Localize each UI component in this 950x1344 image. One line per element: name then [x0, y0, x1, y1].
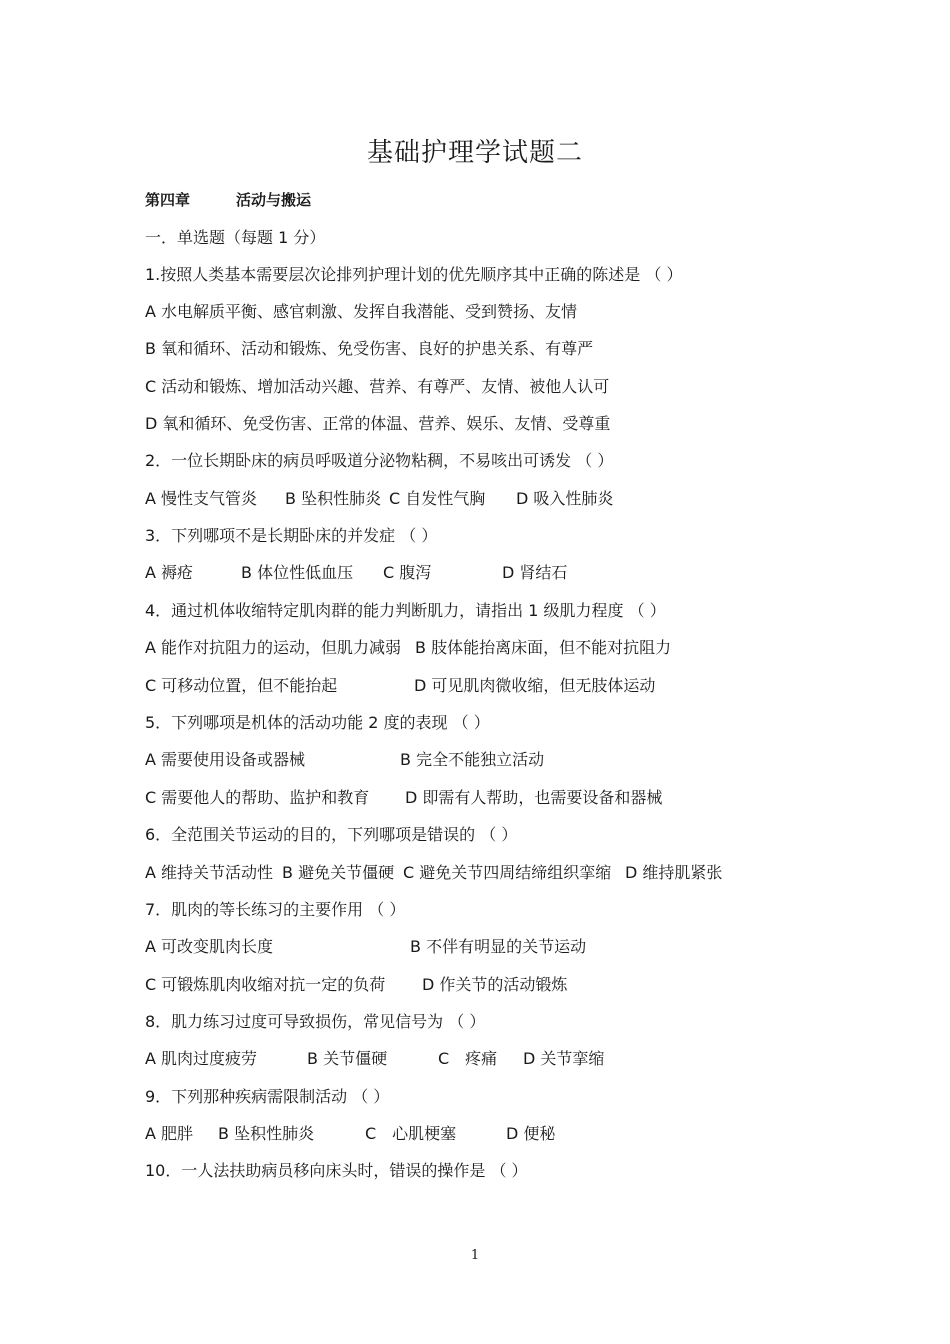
question-5-option-a: A 需要使用设备或器械: [145, 750, 306, 769]
question-3-options: [145, 563, 567, 583]
chapter-heading: [145, 190, 311, 210]
question-1-option-c: C 活动和锻炼、增加活动兴趣、营养、有尊严、友情、被他人认可: [145, 377, 610, 396]
question-2-option-b: B 坠积性肺炎: [285, 489, 382, 508]
question-1: 1.按照人类基本需要层次论排列护理计划的优先顺序其中正确的陈述是 （ ）: [145, 265, 683, 284]
section-heading: 一．单选题（每题 1 分）: [145, 228, 326, 247]
question-2-options: [145, 489, 613, 509]
question-5-options-row1: [145, 750, 544, 770]
question-3-option-b: B 体位性低血压: [241, 563, 354, 582]
question-2-option-a: A 慢性支气管炎: [145, 489, 258, 508]
question-6-option-b: B 避免关节僵硬: [282, 863, 395, 882]
question-8-options: [145, 1049, 604, 1069]
question-3-option-a: A 褥疮: [145, 563, 194, 582]
question-9-option-a: A 肥胖: [145, 1124, 194, 1143]
question-5-option-b: B 完全不能独立活动: [400, 750, 545, 769]
question-9-options: [145, 1124, 555, 1144]
question-6-options: [145, 863, 722, 883]
question-8-option-d: D 关节挛缩: [523, 1049, 605, 1068]
question-7-option-d: D 作关节的活动锻炼: [422, 975, 568, 994]
question-8-option-b: B 关节僵硬: [307, 1049, 388, 1068]
question-2: 2．一位长期卧床的病员呼吸道分泌物粘稠，不易咳出可诱发 （ ）: [145, 451, 614, 470]
question-4-option-d: D 可见肌肉微收缩，但无肢体运动: [414, 676, 656, 695]
question-4: 4．通过机体收缩特定肌肉群的能力判断肌力，请指出 1 级肌力程度 （ ）: [145, 601, 666, 620]
document-title: 基础护理学试题二: [366, 138, 583, 168]
question-2-option-d: D 吸入性肺炎: [516, 489, 614, 508]
question-8-option-a: A 肌肉过度疲劳: [145, 1049, 258, 1068]
question-1-option-a: A 水电解质平衡、感官刺激、发挥自我潜能、受到赞扬、友情: [145, 302, 578, 321]
question-5-options-row2: [145, 788, 662, 808]
question-7-option-c: C 可锻炼肌肉收缩对抗一定的负荷: [145, 975, 386, 994]
question-7-option-a: A 可改变肌肉长度: [145, 937, 274, 956]
question-5-option-c: C 需要他人的帮助、监护和教育: [145, 788, 370, 807]
question-7: 7．肌肉的等长练习的主要作用 （ ）: [145, 900, 406, 919]
question-9: 9．下列那种疾病需限制活动 （ ）: [145, 1087, 390, 1106]
question-5-option-d: D 即需有人帮助，也需要设备和器械: [405, 788, 663, 807]
question-4-option-c: C 可移动位置，但不能抬起: [145, 676, 338, 695]
question-4-option-b: B 肢体能抬离床面，但不能对抗阻力: [415, 638, 672, 657]
question-2-option-c: C 自发性气胸: [389, 489, 486, 508]
question-1-option-b: B 氧和循环、活动和锻炼、免受伤害、良好的护患关系、有尊严: [145, 339, 594, 358]
question-3: 3．下列哪项不是长期卧床的并发症 （ ）: [145, 526, 438, 545]
question-6-option-d: D 维持肌紧张: [625, 863, 723, 882]
question-8: 8．肌力练习过度可导致损伤，常见信号为 （ ）: [145, 1012, 486, 1031]
question-7-option-b: B 不伴有明显的关节运动: [410, 937, 587, 956]
question-6-option-c: C 避免关节四周结缔组织挛缩: [403, 863, 612, 882]
question-4-options-row2: [145, 676, 655, 696]
question-7-options-row2: [145, 975, 567, 995]
question-10: 10．一人法扶助病员移向床头时，错误的操作是 （ ）: [145, 1161, 528, 1180]
question-4-options-row1: [145, 638, 671, 658]
question-9-option-d: D 便秘: [506, 1124, 556, 1143]
question-3-option-d: D 肾结石: [502, 563, 568, 582]
question-8-option-c: C 疼痛: [438, 1049, 498, 1068]
question-5: 5．下列哪项是机体的活动功能 2 度的表现 （ ）: [145, 713, 490, 732]
question-9-option-b: B 坠积性肺炎: [218, 1124, 315, 1143]
question-3-option-c: C 腹泻: [383, 563, 432, 582]
chapter-name: 活动与搬运: [236, 191, 312, 209]
question-6: 6．全范围关节运动的目的，下列哪项是错误的 （ ）: [145, 825, 518, 844]
question-7-options-row1: [145, 937, 586, 957]
question-6-option-a: A 维持关节活动性: [145, 863, 274, 882]
chapter-number: 第四章: [145, 191, 191, 209]
page-number: 1: [470, 1248, 480, 1263]
question-9-option-c: C 心肌梗塞: [365, 1124, 457, 1143]
question-1-option-d: D 氧和循环、免受伤害、正常的体温、营养、娱乐、友情、受尊重: [145, 414, 611, 433]
question-4-option-a: A 能作对抗阻力的运动，但肌力减弱: [145, 638, 402, 657]
